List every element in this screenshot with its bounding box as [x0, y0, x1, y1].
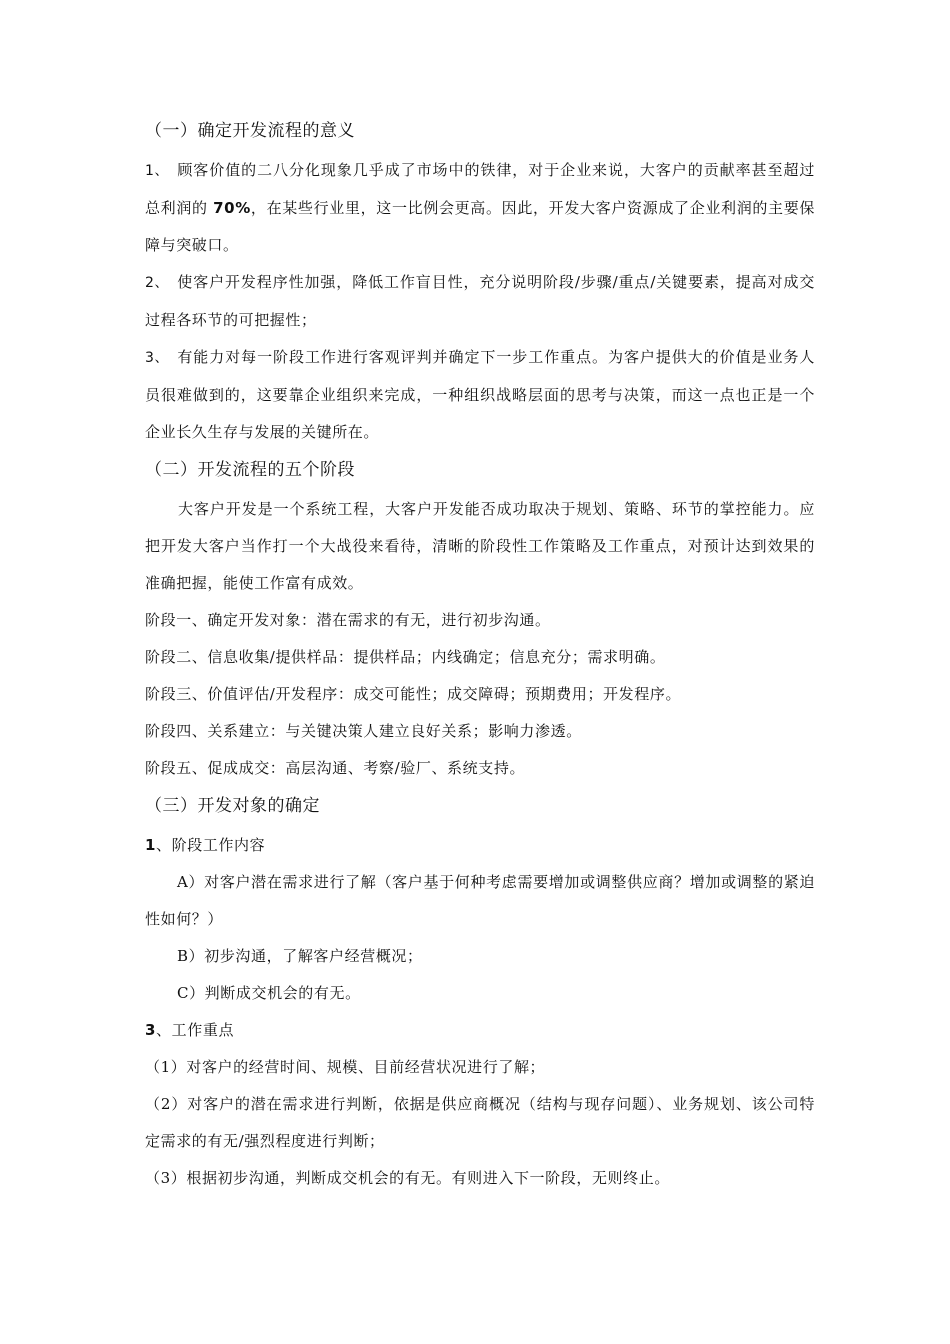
sub1-item-b: B）初步沟通，了解客户经营概况； [177, 947, 423, 965]
section3-sub1-title [145, 827, 815, 864]
document-page [145, 116, 815, 1197]
stage-1: 阶段一、确定开发对象：潜在需求的有无，进行初步沟通。 [145, 611, 551, 629]
sub2-item-2: （2）对客户的潜在需求进行判断，依据是供应商概况（结构与现存问题）、业务规划、该公司特定需求的有无/强烈程度进行判断； [145, 1095, 815, 1150]
sub-label: 、阶段工作内容 [156, 836, 266, 854]
section1-item-1 [145, 152, 815, 264]
sub2-item-3: （3）根据初步沟通，判断成交机会的有无。有则进入下一阶段，无则终止。 [145, 1169, 670, 1187]
stage-2: 阶段二、信息收集/提供样品：提供样品；内线确定；信息充分；需求明确。 [145, 648, 666, 666]
item-percent: 70% [213, 199, 251, 217]
item-text-a: 顾客价值的二八分化现象几乎成了市场中的铁律，对于企业来说，大客户的贡献率甚至超过总利润的 [145, 161, 815, 217]
section2-heading: （二）开发流程的五个阶段 [145, 460, 355, 480]
item-number: 2、 [145, 275, 170, 291]
section1-heading: （一）确定开发流程的意义 [145, 121, 355, 141]
item-text: 使客户开发程序性加强，降低工作盲目性，充分说明阶段/步骤/重点/关键要素，提高对成交过程各环节的可把握性； [145, 273, 815, 329]
sub2-item-1: （1）对客户的经营时间、规模、目前经营状况进行了解； [145, 1058, 546, 1076]
section3-heading: （三）开发对象的确定 [145, 796, 320, 816]
sub1-item-c: C）判断成交机会的有无。 [177, 984, 361, 1002]
sub-number: 1 [145, 836, 157, 854]
item-number: 1、 [145, 163, 170, 179]
stage-5: 阶段五、促成成交：高层沟通、考察/验厂、系统支持。 [145, 759, 526, 777]
item-text-b: ，在某些行业里，这一比例会更高。因此，开发大客户资源成了企业利润的主要保障与突破口。 [145, 199, 815, 254]
section1-item-3 [145, 339, 815, 451]
stage-4: 阶段四、关系建立：与关键决策人建立良好关系；影响力渗透。 [145, 722, 582, 740]
section3-sub2-title [145, 1012, 815, 1049]
sub-number: 3 [145, 1021, 157, 1039]
section1-item-2 [145, 264, 815, 339]
sub-label: 、工作重点 [156, 1021, 235, 1039]
item-number: 3、 [145, 350, 170, 366]
item-text: 有能力对每一阶段工作进行客观评判并确定下一步工作重点。为客户提供大的价值是业务人员很难做到的，这要靠企业组织来完成，一种组织战略层面的思考与决策，而这一点也正是一个企业长久生存与发展的关键所在。 [145, 348, 815, 441]
sub1-item-a: A）对客户潜在需求进行了解（客户基于何种考虑需要增加或调整供应商？增加或调整的紧迫性如何？） [145, 873, 815, 928]
stage-3: 阶段三、价值评估/开发程序：成交可能性；成交障碍；预期费用；开发程序。 [145, 685, 682, 703]
section2-intro: 大客户开发是一个系统工程，大客户开发能否成功取决于规划、策略、环节的掌控能力。应把开发大客户当作打一个大战役来看待，清晰的阶段性工作策略及工作重点，对预计达到效果的准确把握，能使工作富有成效。 [145, 500, 815, 592]
